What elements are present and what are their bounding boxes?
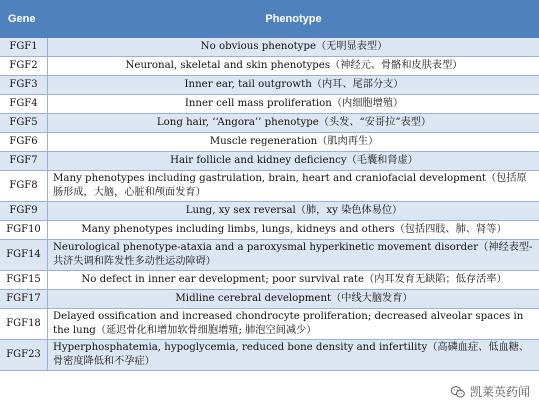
- phenotype-cell: Many phenotypes including gastrulation, brain, heart and craniofacial development（包括原肠形成，大脑，心脏和颅面发育）: [53, 173, 527, 198]
- gene-cell: FGF8: [0, 171, 48, 201]
- table-row: [0, 133, 539, 152]
- table-row: [0, 95, 539, 114]
- phenotype-cell: No obvious phenotype（无明显表型）: [200, 41, 388, 52]
- table-row: [0, 38, 539, 57]
- phenotype-cell: Midline cerebral development（中线大脑发育）: [175, 293, 413, 304]
- wechat-icon: [450, 384, 466, 400]
- table-row: [0, 340, 539, 371]
- watermark-text: 凯莱英药闻: [469, 385, 530, 399]
- header-gene: Gene: [8, 12, 36, 25]
- gene-cell: FGF5: [0, 114, 48, 132]
- table-row: [0, 240, 539, 271]
- phenotype-cell: Neurological phenotype-ataxia and a paroxysmal hyperkinetic movement disorder（神经表型-共济失调和阵发性多动性运动障碍）: [53, 242, 533, 267]
- gene-cell: FGF23: [0, 340, 48, 370]
- gene-cell: FGF1: [0, 38, 48, 56]
- gene-cell: FGF9: [0, 202, 48, 220]
- phenotype-cell: Long hair, ‘‘Angora’’ phenotype（头发、“安哥拉”表型）: [156, 117, 432, 128]
- table-row: [0, 271, 539, 290]
- table-row: [0, 221, 539, 240]
- phenotype-cell: Inner cell mass proliferation（内细胞增殖）: [184, 98, 404, 109]
- phenotype-cell: Delayed ossification and increased chondrocyte proliferation; decreased alveolar spaces in the lung（延迟骨化和增加软骨细胞增殖; 肺泡空间减少）: [53, 311, 524, 336]
- gene-cell: FGF3: [0, 76, 48, 94]
- table-row: [0, 309, 539, 340]
- gene-cell: FGF7: [0, 152, 48, 170]
- table-row: [0, 171, 539, 202]
- gene-cell: FGF14: [0, 240, 48, 270]
- phenotype-cell: Lung, xy sex reversal（肺，xy 染色体易位）: [185, 205, 403, 216]
- gene-cell: FGF6: [0, 133, 48, 151]
- table-row: [0, 152, 539, 171]
- table-row: [0, 114, 539, 133]
- gene-cell: FGF10: [0, 221, 48, 239]
- table-row: [0, 202, 539, 221]
- table-row: [0, 57, 539, 76]
- phenotype-cell: Hair follicle and kidney deficiency（毛囊和肾虚）: [170, 155, 418, 166]
- phenotype-cell: Many phenotypes including limbs, lungs, kidneys and others（包括四肢、肺、肾等）: [81, 224, 507, 235]
- header-phenotype: Phenotype: [265, 12, 322, 25]
- gene-cell: FGF15: [0, 271, 48, 289]
- phenotype-cell: Muscle regeneration（肌肉再生）: [209, 136, 379, 147]
- gene-cell: FGF2: [0, 57, 48, 75]
- phenotype-cell: Neuronal, skeletal and skin phenotypes（神经元、骨骼和皮肤表型）: [125, 60, 463, 71]
- table-row: [0, 76, 539, 95]
- phenotype-cell: Inner ear, tail outgrowth（内耳、尾部分支）: [184, 79, 404, 90]
- phenotype-cell: Hyperphosphatemia, hypoglycemia, reduced bone density and infertility（高磷血症、低血糖、骨密度降低和不孕症）: [53, 342, 530, 367]
- gene-cell: FGF4: [0, 95, 48, 113]
- table-row: [0, 290, 539, 309]
- phenotype-cell: No defect in inner ear development; poor survival rate（内耳发育无缺陷；低存活率）: [81, 274, 507, 285]
- gene-cell: FGF18: [0, 309, 48, 339]
- watermark: [447, 382, 533, 401]
- table-header-row: [0, 0, 539, 38]
- gene-cell: FGF17: [0, 290, 48, 308]
